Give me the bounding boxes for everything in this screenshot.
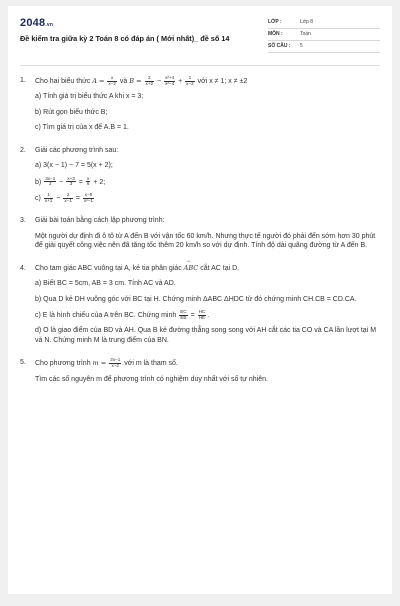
question-3-body: Một người dự định đi ô tô từ A đến B với vận tốc 60 km/h. Nhưng thực tế người đó phải đến sớm hơn 30 phút để giải quyết công việc nên đã tăng tốc thêm 20 km/h so với dự định. Tính độ dài quãng đường từ A đến B. xyxy=(35,232,376,250)
fraction xyxy=(63,193,73,203)
site-logo[interactable] xyxy=(20,16,252,31)
numerator: EC xyxy=(180,308,187,314)
fraction xyxy=(109,358,121,368)
numerator: 1 xyxy=(44,193,54,199)
meta-table xyxy=(268,17,380,53)
numerator: 2x−1 xyxy=(110,357,121,363)
numerator: x−5 xyxy=(84,191,93,197)
denominator: 3 xyxy=(69,181,73,187)
question-4-part-a: a) Biết BC = 5cm, AB = 3 cm. Tính AC và AD. xyxy=(35,280,176,288)
condition-text: với x ≠ 1; x ≠ ±2 xyxy=(197,77,248,85)
question-number: 3. xyxy=(20,217,26,225)
meta-label: MÔN : xyxy=(268,31,283,38)
numerator: 2 xyxy=(63,193,73,199)
operator: − xyxy=(59,178,64,186)
question-4 xyxy=(20,264,380,346)
intro-text: Cho hai biểu thức xyxy=(35,77,91,85)
meta-label: SỐ CÂU : xyxy=(268,43,291,50)
fraction xyxy=(107,76,117,86)
question-1-part-b: b) Rút gọn biểu thức B; xyxy=(35,108,108,116)
numerator: x xyxy=(86,175,90,181)
meta-row-subject xyxy=(268,29,380,41)
meta-row-count xyxy=(268,41,380,53)
expression-end: . xyxy=(207,311,210,319)
denominator: x+2 xyxy=(145,80,154,86)
denominator: x²−1 xyxy=(83,197,93,203)
denominator: x²−4 xyxy=(165,80,175,86)
question-2-intro xyxy=(20,146,380,155)
fraction xyxy=(66,177,76,187)
question-1-part-a: a) Tính giá trị biểu thức A khi x = 3; xyxy=(35,93,144,101)
denominator: x−1 xyxy=(64,197,72,203)
operator: + xyxy=(178,77,183,85)
meta-label: LỚP : xyxy=(268,19,282,26)
intro-text-end: với m là tham số. xyxy=(124,360,178,368)
intro-text: Cho tam giác ABC vuông tại A, kẻ tia phân giác xyxy=(35,264,182,272)
fraction xyxy=(198,308,210,320)
conjunction: và xyxy=(119,77,128,85)
question-2-part-b xyxy=(35,177,380,187)
denominator: x−2 xyxy=(186,80,194,86)
operator: = xyxy=(75,194,80,202)
logo-suffix: .vn xyxy=(45,22,54,28)
question-text xyxy=(35,358,380,368)
denominator: x+1 xyxy=(44,197,53,203)
expr-a: A = xyxy=(92,76,105,85)
fraction xyxy=(44,193,54,203)
question-5-body: Tìm các số nguyên m để phương trình có nghiệm duy nhất với số tự nhiên. xyxy=(35,375,268,383)
meta-value: 5 xyxy=(300,43,303,50)
numerator: 2 xyxy=(145,76,155,82)
question-3-intro xyxy=(20,216,380,225)
question-4-part-d: d) O là giao điểm của BD và AH. Qua B kẻ đường thẳng song song với AH cắt các tia CO và CA lần lượt tại M và N. Chứng minh M là trung điểm của BN. xyxy=(35,327,377,344)
question-1 xyxy=(20,76,380,133)
fraction xyxy=(86,177,91,187)
intro-text-end: cắt AC tại D. xyxy=(200,264,240,272)
question-text: Giải bài toán bằng cách lập phương trình: xyxy=(35,217,165,225)
part-text: c) E là hình chiếu của A trên BC. Chứng minh xyxy=(35,311,177,319)
question-1-intro xyxy=(20,76,380,86)
expression-end: + 2; xyxy=(93,178,106,186)
question-4-part-c xyxy=(35,310,380,320)
numerator: 1 xyxy=(185,76,195,82)
denominator: 6 xyxy=(86,181,90,187)
question-2-part-c xyxy=(35,193,380,203)
question-5-intro xyxy=(20,358,380,368)
part-label: c) xyxy=(35,194,41,202)
question-2 xyxy=(20,146,380,204)
fraction xyxy=(185,76,195,86)
numerator: x xyxy=(107,76,117,82)
question-3 xyxy=(20,216,380,250)
operator: − xyxy=(56,194,61,202)
fraction xyxy=(83,193,94,203)
meta-value: Lớp 8 xyxy=(300,19,314,26)
operator: = xyxy=(190,311,195,319)
expr-m: m = xyxy=(92,359,107,368)
fraction xyxy=(164,76,175,86)
document-header xyxy=(20,16,380,53)
question-text: Giải các phương trình sau: xyxy=(35,146,119,154)
question-text xyxy=(35,264,380,273)
numerator: HC xyxy=(198,308,206,314)
logo-text: 2048 xyxy=(20,17,46,29)
question-number: 1. xyxy=(20,77,26,84)
question-4-intro xyxy=(20,264,380,273)
intro-text: Cho phương trình xyxy=(35,360,91,368)
question-4-part-b: b) Qua D kẻ DH vuông góc với BC tại H. Chứng minh ΔABC ΔHDC từ đó chứng minh CH.CB = CD.CA. xyxy=(35,295,357,303)
question-2-part-a: a) 3(x − 1) − 7 = 5(x + 2); xyxy=(35,162,113,170)
fraction xyxy=(179,310,187,320)
operator: − xyxy=(157,77,162,85)
denominator: x−2 xyxy=(111,362,119,368)
fraction xyxy=(145,76,155,86)
denominator: x−2 xyxy=(108,80,116,86)
question-1-part-c: c) Tìm giá trị của x để A.B = 1. xyxy=(35,124,129,132)
denominator: HE xyxy=(198,314,206,320)
expr-b: B = xyxy=(129,76,142,85)
operator: = xyxy=(78,178,83,186)
fraction xyxy=(44,177,56,187)
denominator: 2 xyxy=(48,181,52,187)
numerator: x+3 xyxy=(67,175,75,181)
document-page xyxy=(8,6,392,594)
numerator: x²+4 xyxy=(165,75,175,80)
meta-value: Toán xyxy=(300,31,311,38)
header-left xyxy=(20,16,252,53)
question-number: 5. xyxy=(20,359,26,367)
header-divider xyxy=(20,65,380,66)
numerator: 3x−1 xyxy=(45,175,56,181)
question-text xyxy=(35,76,380,86)
question-5 xyxy=(20,358,380,384)
document-title: Đề kiểm tra giữa kỳ 2 Toán 8 có đáp án ( Mới nhất)_ đề số 14 xyxy=(20,33,230,43)
angle-symbol: ^ ABC xyxy=(184,264,199,273)
denominator: EB xyxy=(180,314,187,320)
part-label: b) xyxy=(35,178,42,186)
meta-row-class xyxy=(268,17,380,29)
question-number: 2. xyxy=(20,146,26,154)
question-number: 4. xyxy=(20,264,26,272)
